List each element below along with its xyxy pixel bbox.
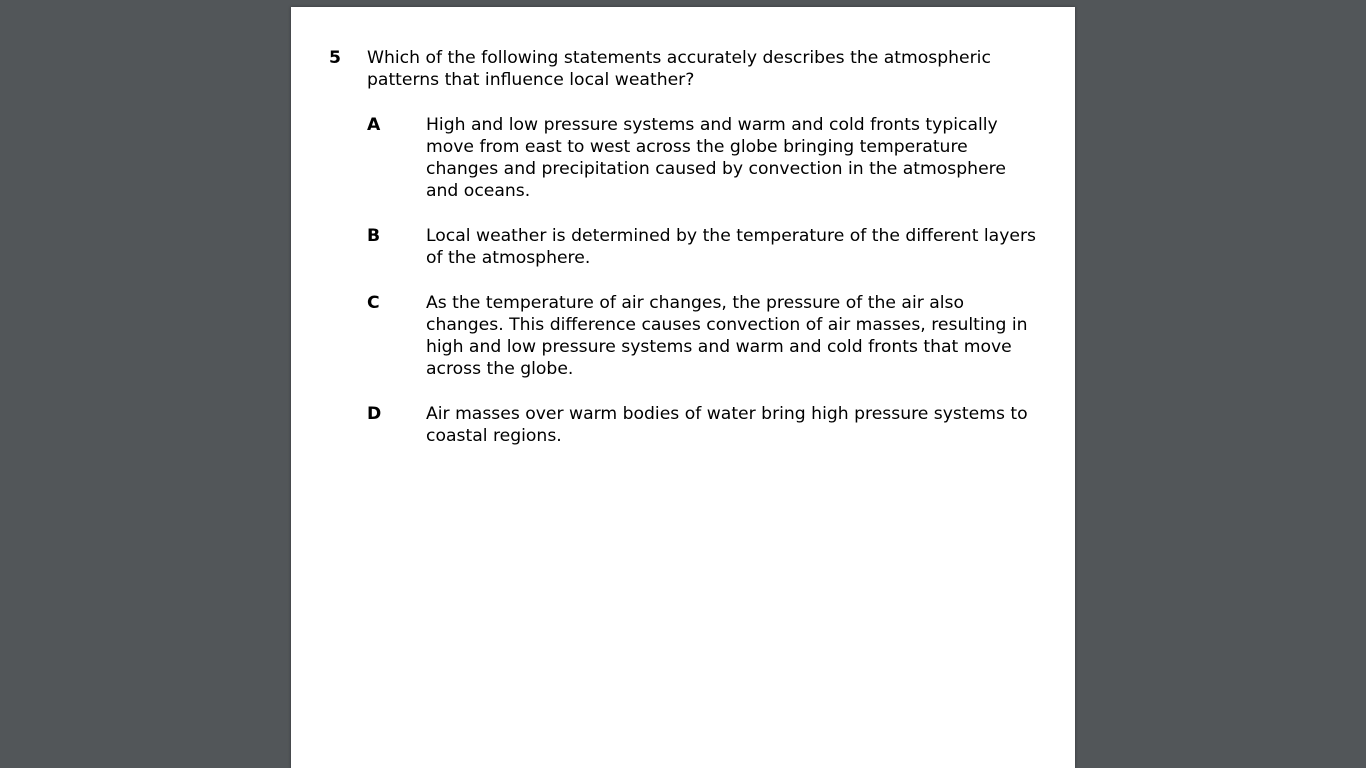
document-page: [291, 7, 1075, 768]
option-letter: C: [367, 293, 380, 313]
option-letter: D: [367, 404, 382, 424]
question-text: Which of the following statements accurately describes the atmospheric patterns that influence local weather?: [367, 48, 991, 90]
option-text: As the temperature of air changes, the pressure of the air also changes. This difference causes convection of air masses, resulting in high and low pressure systems and warm and cold fronts that move across the globe.: [426, 293, 1028, 379]
option-d[interactable]: [367, 403, 1049, 447]
option-a[interactable]: [367, 114, 1049, 202]
option-b[interactable]: [367, 225, 1049, 269]
option-text: High and low pressure systems and warm and cold fronts typically move from east to west across the globe bringing temperature changes and precipitation caused by convection in the atmosphere and oceans.: [426, 115, 1006, 201]
option-letter: B: [367, 226, 381, 246]
option-text: Air masses over warm bodies of water bring high pressure systems to coastal regions.: [426, 404, 1028, 446]
option-text: Local weather is determined by the temperature of the different layers of the atmosphere.: [426, 226, 1036, 268]
question-number: 5: [329, 48, 341, 68]
answer-options: [367, 114, 1049, 447]
question-header: [329, 47, 1049, 91]
option-c[interactable]: [367, 292, 1049, 380]
question-block: [329, 47, 1049, 470]
option-letter: A: [367, 115, 381, 135]
